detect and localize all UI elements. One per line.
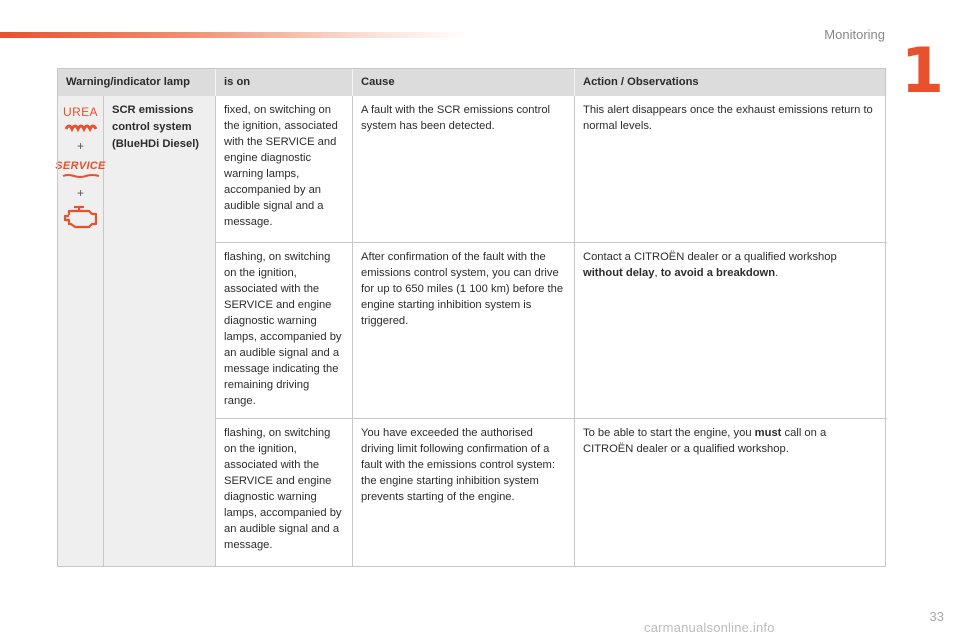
cause-text: You have exceeded the authorised driving limit following confirmation of a fault with the emissions control system: the engine starting inhibition system prevents starting of the engine.	[353, 418, 575, 566]
system-name: SCR emissions control system (BlueHDi Diesel)	[104, 96, 216, 566]
section-title: Monitoring	[824, 27, 885, 42]
action-emphasis: to avoid a breakdown	[660, 266, 776, 279]
column-header-is-on: is on	[216, 68, 353, 96]
plus-sign: +	[76, 139, 84, 153]
action-text	[575, 242, 887, 418]
action-emphasis: without delay	[583, 266, 655, 279]
column-header-action: Action / Observations	[575, 68, 887, 96]
column-header-cause: Cause	[353, 68, 575, 96]
watermark: carmanualsonline.info	[644, 620, 775, 635]
action-text-part: Contact a CITROËN dealer or a qualified workshop	[583, 250, 837, 263]
action-text-part: .	[775, 266, 779, 279]
engine-diagnostic-icon	[63, 205, 99, 231]
action-text: This alert disappears once the exhaust emissions return to normal levels.	[583, 104, 873, 132]
action-text-part: ,	[654, 266, 661, 279]
action-text-part: call on a CITROËN dealer or a qualified workshop.	[583, 426, 827, 455]
warning-lamp-table	[57, 68, 887, 566]
action-emphasis: must	[754, 426, 782, 439]
page-number: 33	[929, 609, 944, 624]
urea-warning-icon	[64, 120, 98, 132]
urea-label: UREA	[63, 105, 98, 119]
table-header-row	[58, 68, 887, 96]
chapter-number: 1	[900, 34, 944, 107]
header-accent-bar	[0, 32, 470, 38]
cause-text: A fault with the SCR emissions control system has been detected.	[353, 96, 575, 242]
action-text-part: To be able to start the engine, you	[583, 426, 755, 439]
is-on-text: flashing, on switching on the ignition, associated with the SERVICE and engine diagnostic warning lamps, accompanied by an audible signal and a message.	[216, 418, 353, 566]
cause-text: After confirmation of the fault with the emissions control system, you can drive for up to 650 miles (1 100 km) before the engine starting inhibition system is triggered.	[353, 242, 575, 418]
table-row	[58, 96, 887, 242]
plus-sign: +	[76, 186, 84, 200]
is-on-text: fixed, on switching on the ignition, associated with the SERVICE and engine diagnostic warning lamps, accompanied by an audible signal and a message.	[216, 96, 353, 242]
is-on-text: flashing, on switching on the ignition, associated with the SERVICE and engine diagnostic warning lamps, accompanied by an audible signal and a message indicating the remaining driving range.	[216, 242, 353, 418]
service-underline-icon	[62, 174, 100, 179]
action-text	[575, 418, 887, 566]
indicator-icons-cell	[55, 96, 106, 566]
column-header-warning-lamp: Warning/indicator lamp	[58, 68, 216, 96]
service-warning-icon: SERVICE	[55, 160, 106, 172]
